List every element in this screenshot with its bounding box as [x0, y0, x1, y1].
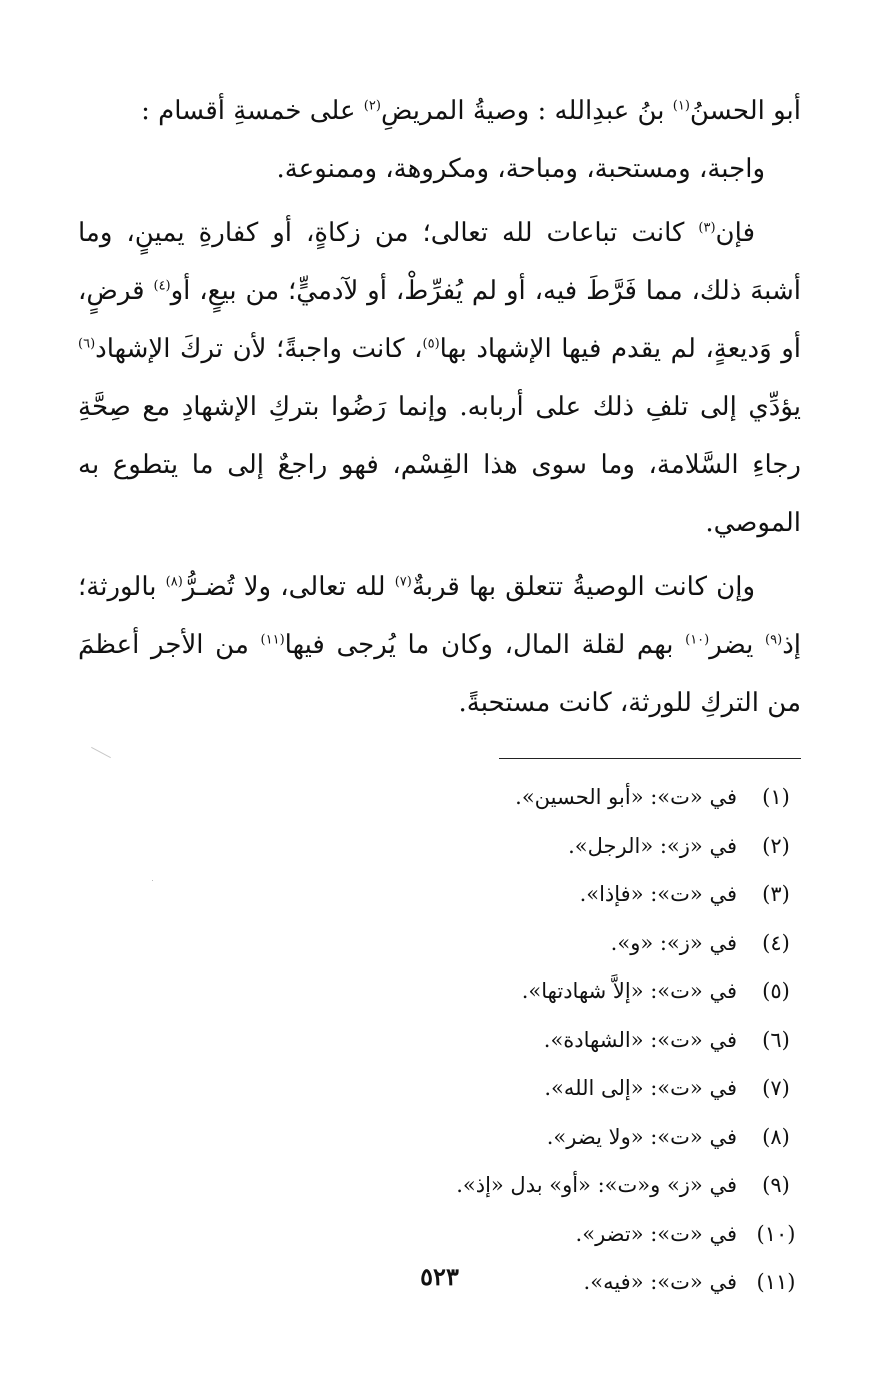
text-run: ، كانت واجبةً؛ لأن تركَ الإشهاد: [95, 334, 423, 364]
footnote-ref: (٥): [422, 336, 440, 352]
scan-speck: [152, 880, 153, 881]
paragraph-intro: [78, 82, 801, 140]
footnote-ref: (٩): [765, 632, 783, 648]
text-run: من الأجر أعظمَ من التركِ للورثة، كانت مستحبةً.: [78, 630, 801, 718]
footnote-number: (٨): [762, 1124, 790, 1149]
footnote-text: في «ت»: «إلى الله».: [544, 1076, 737, 1100]
book-page: [78, 82, 801, 1393]
text-run: وإن كانت الوصيةُ تتعلق بها قربةٌ: [411, 572, 756, 602]
page-number: ٥٢٣: [420, 1262, 459, 1291]
footnote-number: (٣): [762, 882, 790, 906]
footnote-text: في «ز»: «و».: [610, 930, 737, 955]
main-text: [78, 82, 801, 732]
footnote-text: في «ز» و«ت»: «أو» بدل «إذ».: [456, 1173, 737, 1197]
footnote-ref: (٤): [153, 278, 171, 294]
footnote-text: في «ز»: «الرجل».: [568, 833, 737, 858]
footnote-item: [78, 1016, 801, 1065]
text-run: أبو الحسنُ: [689, 96, 801, 126]
footnote-separator: [499, 758, 801, 759]
footnote-number: (٢): [762, 833, 790, 858]
footnote-ref: (١١): [260, 632, 285, 648]
footnote-ref: (١٠): [685, 632, 710, 648]
footnote-ref: (١): [672, 98, 690, 114]
text-run: فإن: [715, 218, 755, 248]
footnote-number: (٧): [762, 1076, 790, 1100]
text-run: كانت تباعات لله تعالى؛ من زكاةٍ، أو كفارةِ يمينٍ، وما أشبهَ ذلك، مما فَرَّطَ فيه، أو لم يُفرِّطْ، أو لآدميٍّ؛ من بيعٍ، أو: [78, 218, 801, 306]
paragraph-recommended: [78, 558, 801, 732]
footnote-text: في «ت»: «ولا يضر».: [546, 1124, 737, 1149]
footnote-number: (٦): [762, 1027, 790, 1052]
text-run: بالورثة؛ إذ: [78, 572, 801, 660]
footnote-item: [78, 1161, 801, 1210]
footnote-number: (٤): [762, 930, 790, 955]
footnote-item: [78, 967, 801, 1016]
text-run: قرضٍ، أو وَديعةٍ، لم يقدم فيها الإشهاد بها: [78, 276, 801, 364]
text-run: على خمسةِ أقسام :: [141, 96, 364, 126]
footnotes: [78, 773, 801, 1307]
paragraph-categories: واجبة، ومستحبة، ومباحة، ومكروهة، وممنوعة.: [276, 154, 765, 184]
footnote-item: [78, 1113, 801, 1162]
footnote-item: [78, 1210, 801, 1259]
text-run: لله تعالى، ولا تُضـرُّ: [182, 572, 395, 602]
footnote-item: [78, 1064, 801, 1113]
footnote-number: (٥): [762, 979, 790, 1003]
footnote-ref: (٢): [363, 98, 381, 114]
footnote-ref: (٣): [698, 220, 716, 236]
footnote-ref: (٨): [165, 574, 183, 590]
footnote-number: (٩): [762, 1173, 790, 1197]
footnote-number: (١٠): [756, 1221, 796, 1246]
paragraph-obligatory: [78, 204, 801, 552]
footnote-number: (١): [762, 785, 790, 809]
footnote-ref: (٦): [78, 336, 96, 352]
footnote-item: [78, 773, 801, 822]
footnote-number: (١١): [756, 1270, 796, 1294]
text-run: بهم لقلة المال، وكان ما يُرجى فيها: [284, 630, 686, 660]
text-run: يؤدِّي إلى تلفِ ذلك على أربابه. وإنما رَضُوا بتركِ الإشهادِ مع صِحَّةِ رجاءِ السَّلامة، وما سوى هذا القِسْم، فهو راجعٌ إلى ما يتطوع به الموصي.: [78, 392, 801, 538]
footnote-text: في «ت»: «تضر».: [575, 1221, 737, 1246]
text-run: يضر: [709, 630, 766, 660]
footnote-text: في «ت»: «أبو الحسين».: [515, 785, 737, 809]
footnote-text: في «ت»: «فإذا».: [579, 882, 737, 906]
text-run: بنُ عبدِالله : وصيةُ المريضِ: [380, 96, 673, 126]
footnote-text: في «ت»: «فيه».: [583, 1270, 737, 1294]
footnote-item: [78, 870, 801, 919]
footnote-text: في «ت»: «الشهادة».: [543, 1027, 737, 1052]
footnote-item: [78, 919, 801, 968]
footnote-ref: (٧): [394, 574, 412, 590]
footnote-item: [78, 822, 801, 871]
footnote-text: في «ت»: «إلاَّ شهادتها».: [521, 979, 737, 1003]
